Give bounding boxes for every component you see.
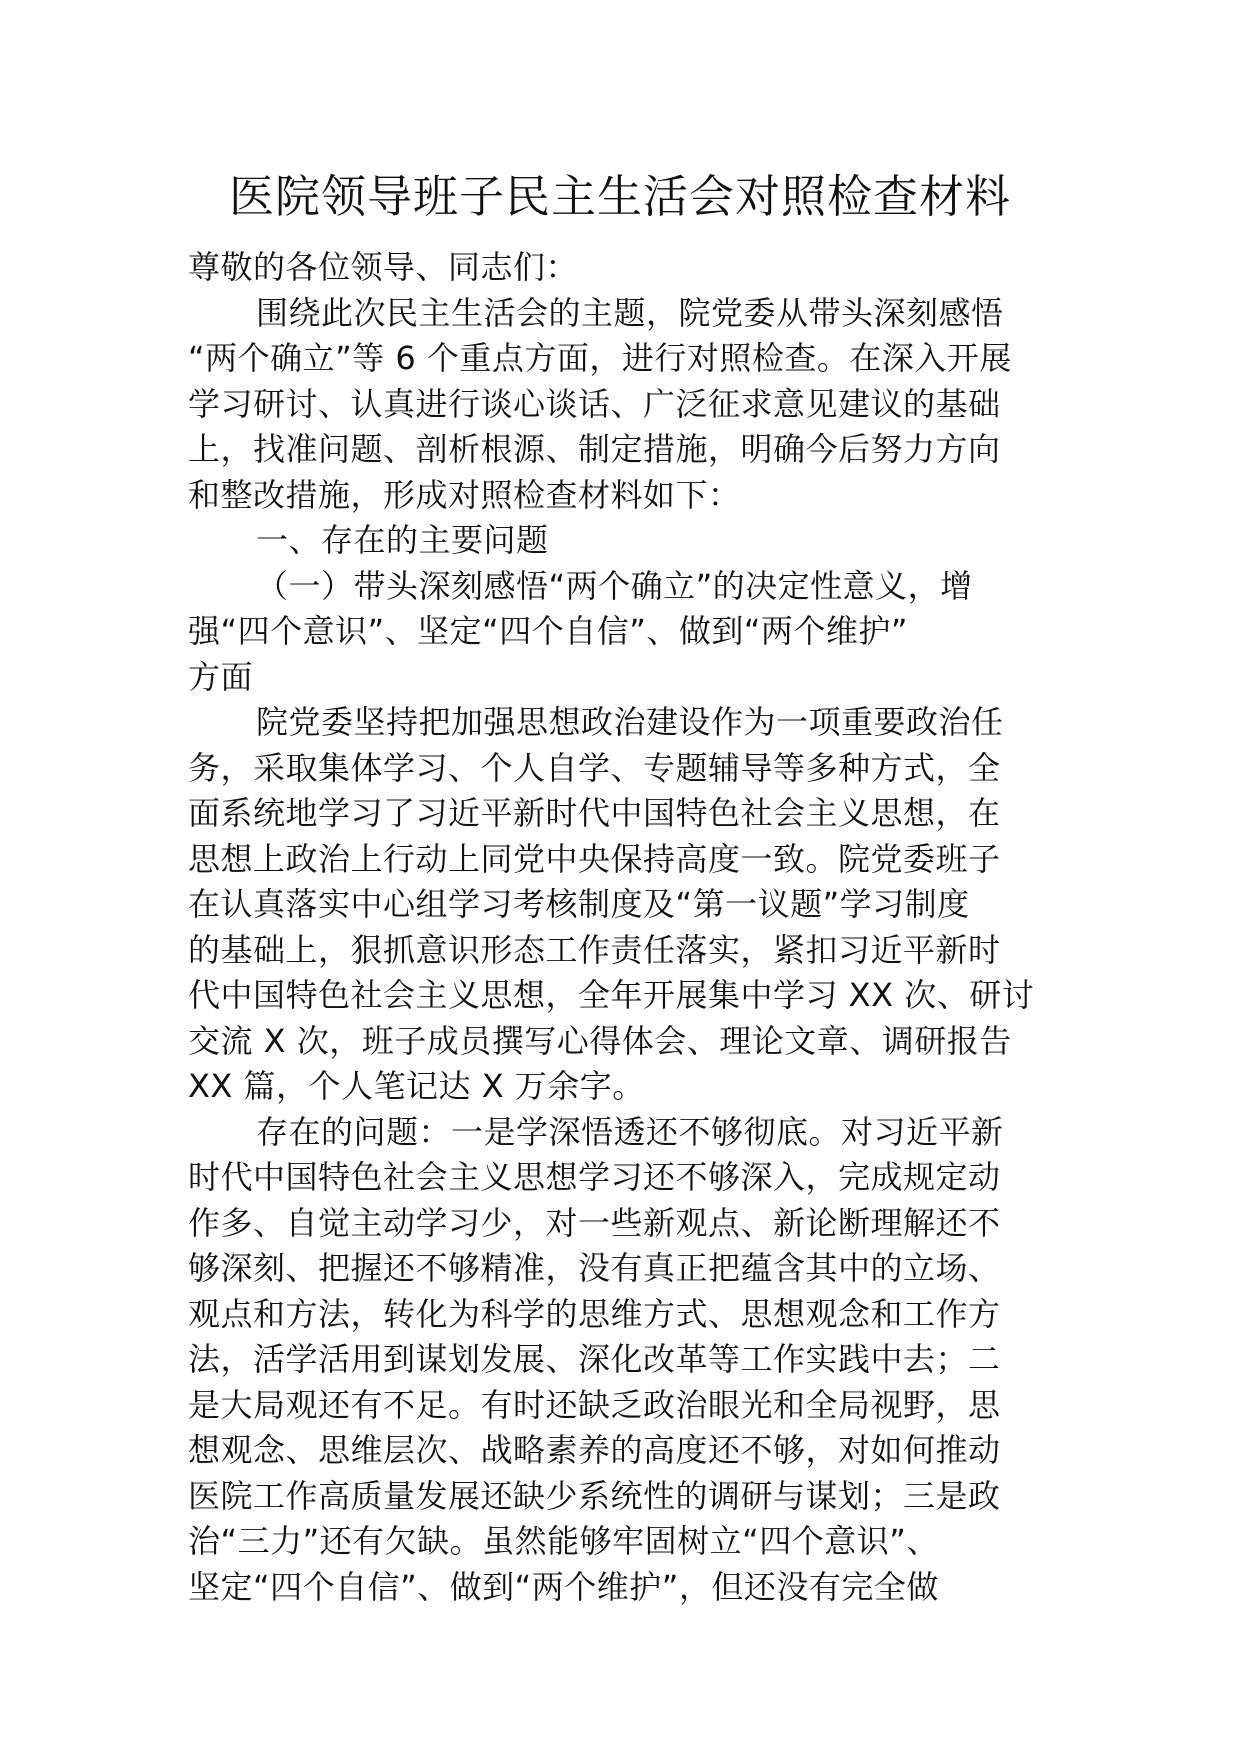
body-line: 上，找准问题、剖析根源、制定措施，明确今后努力方向: [188, 430, 1001, 468]
body-line: 务，采取集体学习、个人自学、专题辅导等多种方式，全: [188, 748, 1001, 787]
body-line: XX 篇，个人笔记达 X 万余字。: [188, 1067, 645, 1105]
body-line: 强“四个意识”、坚定“四个自信”、做到“两个维护”: [188, 612, 908, 650]
body-line: 治“三力”还有欠缺。虽然能够牢固树立“四个意识”、: [188, 1522, 939, 1560]
body-line: 观点和方法，转化为科学的思维方式、思想观念和工作方: [188, 1294, 1001, 1333]
body-line: 时代中国特色社会主义思想学习还不够深入，完成规定动: [188, 1158, 1001, 1196]
document-body: [188, 245, 1053, 1610]
body-line: 学习研讨、认真进行谈心谈话、广泛征求意见建议的基础: [188, 384, 1001, 423]
body-line: 尊敬的各位领导、同志们：: [188, 248, 579, 286]
body-line: “两个确立”等 6 个重点方面，进行对照检查。在深入开展: [188, 339, 1012, 377]
body-line: 想观念、思维层次、战略素养的高度还不够，对如何推动: [188, 1431, 1001, 1469]
body-line: 围绕此次民主生活会的主题，院党委从带头深刻感悟: [256, 293, 1004, 332]
body-line: 在认真落实中心组学习考核制度及“第一议题”学习制度: [188, 885, 970, 923]
body-line: 是大局观还有不足。有时还缺乏政治眼光和全局视野，思: [188, 1385, 1001, 1424]
body-line: 代中国特色社会主义思想，全年开展集中学习 XX 次、研讨: [188, 976, 1035, 1014]
body-line: 医院工作高质量发展还缺少系统性的调研与谋划；三是政: [188, 1476, 1001, 1515]
body-line: 面系统地学习了习近平新时代中国特色社会主义思想，在: [188, 794, 1001, 832]
body-line: 的基础上，狠抓意识形态工作责任落实，紧扣习近平新时: [188, 930, 1001, 969]
body-line: 和整改措施，形成对照检查材料如下：: [188, 475, 741, 514]
body-line: （一）带头深刻感悟“两个确立”的决定性意义，增: [256, 566, 973, 605]
body-line: 交流 X 次，班子成员撰写心得体会、理论文章、调研报告: [188, 1021, 1012, 1060]
body-line: 法，活学活用到谋划发展、深化改革等工作实践中去；二: [188, 1340, 1001, 1378]
body-line: 院党委坚持把加强思想政治建设作为一项重要政治任: [256, 703, 1004, 741]
body-line: 作多、自觉主动学习少，对一些新观点、新论断理解还不: [188, 1203, 1001, 1242]
body-line: 坚定“四个自信”、做到“两个维护”，但还没有完全做: [188, 1567, 939, 1606]
body-line: 方面: [188, 657, 254, 696]
body-line: 够深刻、把握还不够精准，没有真正把蕴含其中的立场、: [188, 1249, 1001, 1287]
document-title: 医院领导班子民主生活会对照检查材料: [228, 170, 1011, 223]
body-line: 一、存在的主要问题: [256, 521, 549, 559]
body-line: 存在的问题：一是学深悟透还不够彻底。对习近平新: [256, 1112, 1004, 1151]
body-line: 思想上政治上行动上同党中央保持高度一致。院党委班子: [188, 839, 1001, 878]
